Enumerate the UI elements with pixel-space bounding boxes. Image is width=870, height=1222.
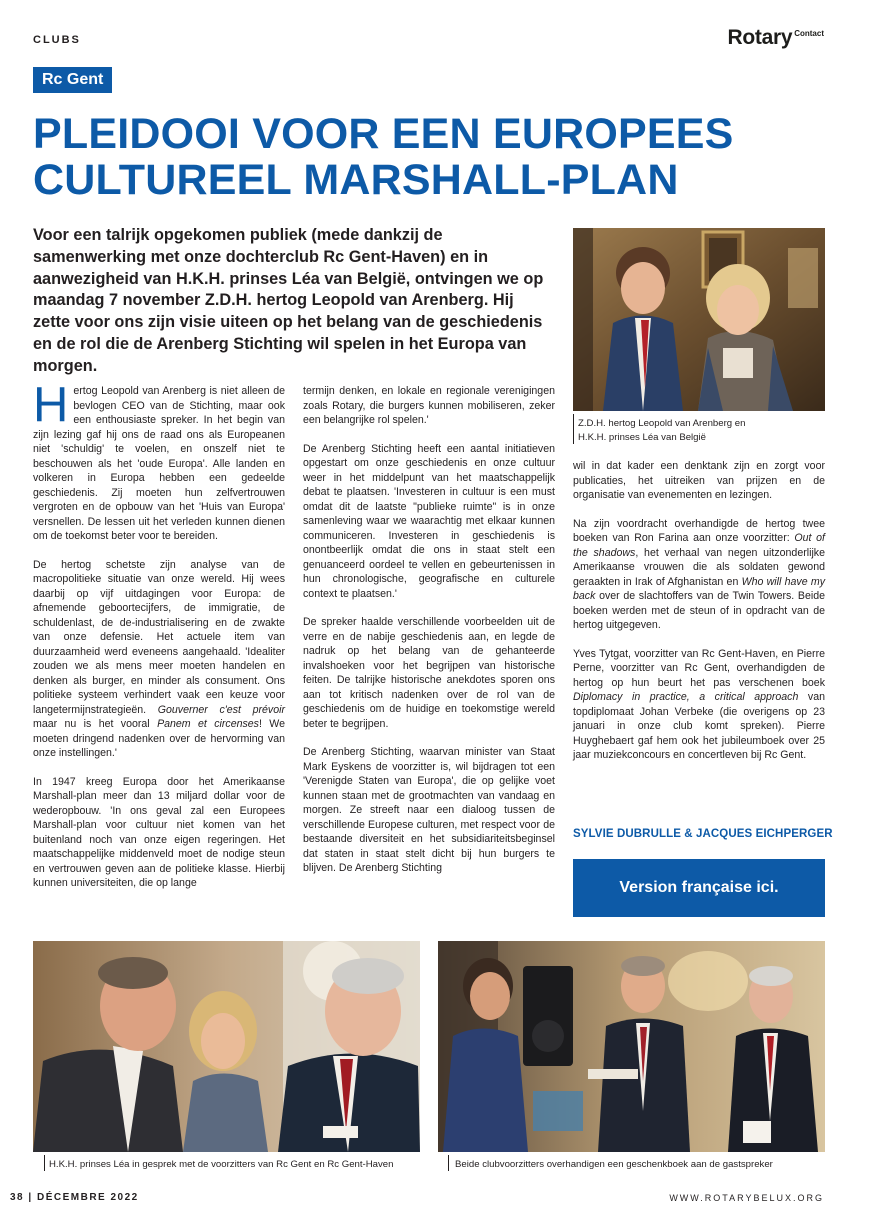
paragraph-text: ertog Leopold van Arenberg is niet alleen de bevlogen CEO van de Stichting, maar ook een enthousiaste spreker. In het begin van zijn lezing gaf hij ons de raad ons als Europeanen niet 'schuldig' te voelen, en onszelf niet te beschouwen als het 'oude Europa'. Alle landen en volkeren in Europa hebben een gedeelde geschiedenis. Zij moeten hun zelfvertrouwen vergroten en de opbouw van het 'Huis van Europa' versnellen. De lessen uit het verleden kunnen dienen om de toekomst beter voor te bereiden.	[33, 385, 285, 542]
headline	[33, 111, 833, 203]
article-authors: SYLVIE DUBRULLE & JACQUES EICHPERGER	[573, 828, 833, 840]
headline-line-2: CULTUREEL MARSHALL-PLAN	[33, 156, 679, 204]
photo-caption-1-line-1: Z.D.H. hertog Leopold van Arenberg en	[578, 418, 746, 429]
website-link[interactable]: WWW.ROTARYBELUX.ORG	[669, 1193, 824, 1203]
paragraph-text: over de slachtoffers van de Twin Towers. Beide boeken werden met de steun of in opdracht van de hertog uitgegeven.	[573, 590, 825, 631]
article-column-2	[303, 384, 555, 876]
photo-caption-1	[578, 417, 828, 445]
paragraph: termijn denken, en lokale en regionale verenigingen zoals Rotary, die burgers kunnen mobiliseren, zeker een belangrijke rol spelen.'	[303, 385, 555, 426]
photo-caption-2: H.K.H. prinses Léa in gesprek met de voorzitters van Rc Gent en Rc Gent-Haven	[49, 1159, 394, 1170]
paragraph	[573, 647, 825, 763]
caption-bar-3	[448, 1155, 449, 1171]
paragraph: De Arenberg Stichting, waarvan minister van Staat Mark Eyskens de voorzitter is, wil bijdragen tot een 'Verenigde Staten van Europa', die op gelijke voet kunnen staan met de grootmachten van vandaag en morgen. Ze streeft naar een dialoog tussen de verschillende Europese culturen, met respect voor de bestaande diversiteit en het subsidiariteitsbeginsel dat staten in staat stelt dicht bij hun burgers te blijven. De Arenberg Stichting	[303, 746, 555, 874]
photo-princess-conversation	[33, 941, 420, 1152]
club-tag: Rc Gent	[33, 67, 112, 93]
italic-title: Diplomacy in practice, a critical approach	[573, 691, 799, 703]
brand-sub: Contact	[794, 29, 824, 38]
paragraph	[33, 378, 285, 544]
page-number-and-date: 38 | DÉCEMBRE 2022	[10, 1192, 139, 1203]
paragraph-text: maar nu is het vooral	[33, 718, 150, 730]
lead-paragraph: Voor een talrijk opgekomen publiek (mede dankzij de samenwerking met onze dochterclub Rc Gent-Haven) en in aanwezigheid van H.K.H. prinses Léa van België, ontvingen we op maandag 7 november Z.D.H. hertog Leopold van Arenberg. Hij zette voor ons zijn visie uiteen op het belang van de geschiedenis en de rol die de Arenberg Stichting wil spelen in het Europa van morgen.	[33, 226, 544, 375]
photo-book-handover-image	[438, 941, 825, 1152]
italic-title: Out of the shadows	[573, 532, 825, 559]
photo-caption-3: Beide clubvoorzitters overhandigen een geschenkboek aan de gastspreker	[455, 1159, 773, 1170]
caption-bar-1	[573, 414, 574, 444]
photo-book-handover	[438, 941, 825, 1152]
paragraph-text: De hertog schetste zijn analyse van de macropolitieke situatie van onze wereld. Hij wees daarbij op vijf uitdagingen voor Europa: de afnemende geboortecijfers, de immigratie, de schuldenlast, de de-industrialisering en de zwakte van onze defensie. Het actuele item van duurzaamheid werd eveneens aangehaald. 'Idealiter zouden we als mens meer moeten handelen en denken als burger, en minder als consument. Ons politieke systeem verhindert vaak een keuze voor langetermijnstrategieën.	[33, 558, 285, 716]
photo-duke-and-princess	[573, 228, 825, 411]
brand-logo	[728, 26, 825, 50]
dropcap: H	[33, 378, 69, 432]
paragraph	[33, 558, 285, 761]
article-column-1	[33, 378, 285, 891]
paragraph-text: ! We moeten dringend nadenken over de hervorming van onze instellingen.'	[33, 718, 285, 759]
paragraph: wil in dat kader een denktank zijn en zorgt voor publicaties, het uitreiken van prijzen en de organisatie van evenementen en lezingen.	[573, 460, 825, 501]
article-column-3	[573, 459, 825, 763]
paragraph	[573, 517, 825, 633]
caption-bar-2	[44, 1155, 45, 1171]
brand-name: Rotary	[727, 26, 793, 49]
paragraph: In 1947 kreeg Europa door het Amerikaanse Marshall-plan meer dan 13 miljard dollar voor de wederopbouw. 'In ons geval zal een Europees Marshall-plan voor cultuur niet komen van het buitenland noch van onze eigen regeringen. Het maatschappelijke middenveld moet de nodige steun en vertrouwen geven aan de politieke klasse. Hierbij kunnen universiteiten, die op lange	[33, 775, 285, 889]
paragraph-text: Yves Tytgat, voorzitter van Rc Gent-Haven, en Pierre Perne, voorzitter van Rc Gent, overhandigden de hertog op hun beurt het pas verschenen boek	[573, 647, 825, 689]
photo-caption-1-line-2: H.K.H. prinses Léa van België	[578, 432, 706, 443]
photo-duke-and-princess-image	[573, 228, 825, 411]
italic-quote: Gouverner c'est prévoir	[157, 703, 285, 716]
paragraph: De spreker haalde verschillende voorbeelden uit de verre en de nabije geschiedenis aan, en legde de nadruk op het belang van de gehanteerde invalshoeken voor het begrijpen van historische feiten. De talrijke historische anekdotes sporen ons aan tot kritisch nadenken over de rol van de geschiedenis om de huidige en toekomstige wereld beter te begrijpen.	[303, 616, 555, 730]
paragraph-text: , het verhaal van negen uitzonderlijke Amerikaanse vrouwen die als soldaten gewond geraakten in Irak of Afghanistan en	[573, 546, 825, 588]
paragraph-text: Na zijn voordracht overhandigde de hertog twee boeken van Ron Farina aan onze voorzitter:	[573, 517, 825, 544]
french-version-button[interactable]: Version française ici.	[573, 859, 825, 917]
italic-quote: Panem et circenses	[157, 718, 259, 730]
italic-title: Who will have my back	[573, 575, 825, 602]
section-label: CLUBS	[33, 34, 81, 46]
headline-line-1: PLEIDOOI VOOR EEN EUROPEES	[33, 110, 734, 158]
paragraph-text: van topdiplomaat Johan Verbeke (die overigens op 23 januari in onze club komt spreken). Pierre Huyghebaert gaf hem ook het jubileumboek over 25 jaar muziekconcours en concertleven bij Rc Gent.	[573, 691, 825, 761]
paragraph: De Arenberg Stichting heeft een aantal initiatieven opgestart om onze geschiedenis en onze cultuur weer in het middelpunt van het maatschappelijk debat te plaatsen. 'Investeren in cultuur is een must omdat dit de laatste "publieke ruimte" is in onze samenleving waar we waarachtig met elkaar kunnen communiceren. Investeren in geschiedenis is onontbeerlijk omdat die ons in staat stelt een genuanceerd oordeel te vellen en gebeurtenissen in hun chronologische, geografische en culturele context te plaatsen.'	[303, 442, 555, 600]
photo-princess-conversation-image	[33, 941, 420, 1152]
